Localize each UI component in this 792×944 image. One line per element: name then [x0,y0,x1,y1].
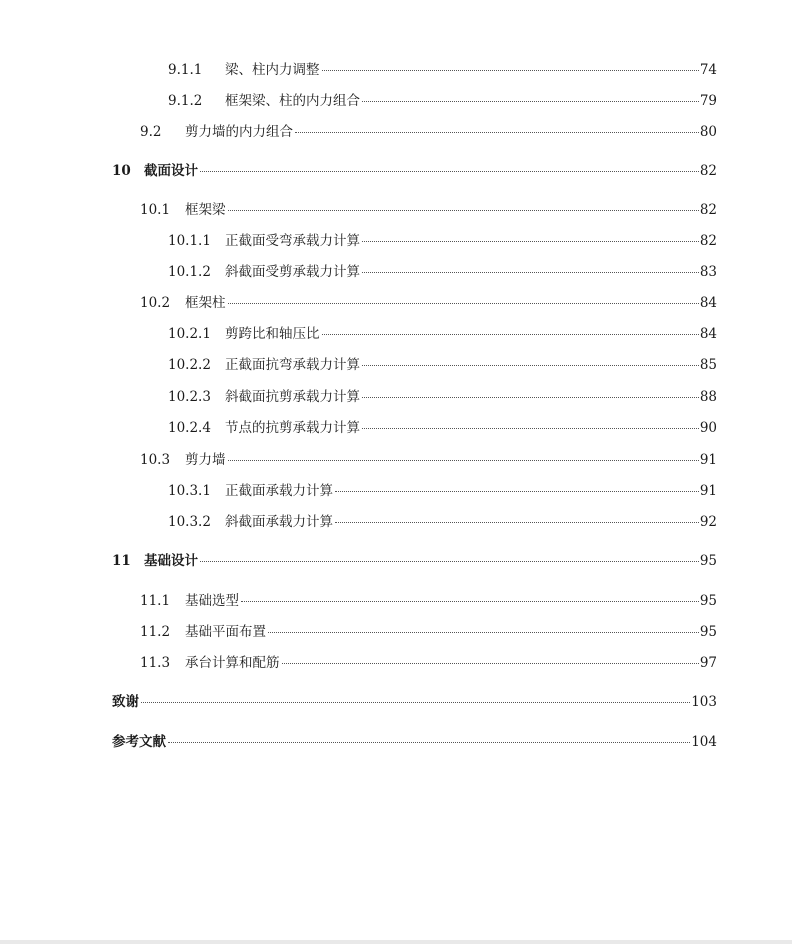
toc-page-number: 95 [699,624,717,640]
toc-entry[interactable] [168,263,717,281]
toc-title: 正截面抗弯承载力计算 [225,357,360,373]
toc-leader-dots [362,365,699,366]
toc-entry[interactable] [168,388,717,406]
toc-page-number: 79 [699,93,717,109]
toc-title: 基础平面布置 [185,624,266,640]
toc-title: 斜截面抗剪承载力计算 [225,389,360,405]
toc-entry[interactable] [168,419,717,437]
toc-leader-dots [241,601,699,602]
toc-number: 11 [112,553,131,569]
toc-entry[interactable] [168,232,717,250]
toc-title: 框架梁 [185,202,226,218]
toc-page-number: 97 [699,655,717,671]
toc-number: 10.3.2 [168,514,211,530]
toc-page-number: 83 [699,264,717,280]
toc-entry[interactable] [168,61,717,79]
toc-leader-dots [362,241,699,242]
toc-number: 11.2 [140,624,171,640]
toc-number: 10.1 [140,202,171,218]
toc-number: 9.2 [140,124,162,140]
toc-page-number: 95 [699,593,717,609]
toc-page-number: 91 [699,452,717,468]
toc-page-number: 74 [699,62,717,78]
toc-number: 10.2.3 [168,389,211,405]
toc-entry[interactable] [140,654,717,672]
toc-leader-dots [228,460,699,461]
toc-title: 框架柱 [185,295,226,311]
toc-page-number: 82 [699,202,717,218]
toc-title: 正截面受弯承载力计算 [225,233,360,249]
toc-page-number: 85 [699,357,717,373]
toc-page-number: 91 [699,483,717,499]
toc-title: 斜截面受剪承载力计算 [225,264,360,280]
toc-number: 10.3 [140,452,171,468]
toc-page-number: 90 [699,420,717,436]
toc-entry[interactable] [140,623,717,641]
toc-title: 承台计算和配筋 [185,655,280,671]
toc-entry[interactable] [112,693,717,711]
toc-title: 梁、柱内力调整 [225,62,320,78]
toc-leader-dots [295,132,699,133]
toc-number: 9.1.1 [168,62,203,78]
toc-entry[interactable] [168,325,717,343]
toc-page-number: 103 [691,694,717,710]
toc-title: 基础选型 [185,593,239,609]
toc-leader-dots [335,491,699,492]
toc-title: 剪跨比和轴压比 [225,326,320,342]
toc-number: 11.3 [140,655,171,671]
toc-leader-dots [335,522,699,523]
toc-leader-dots [200,171,699,172]
toc-entry[interactable] [140,592,717,610]
toc-title: 参考文献 [112,734,166,750]
toc-entry[interactable] [112,733,717,751]
toc-entry[interactable] [140,201,717,219]
toc-page-number: 104 [691,734,717,750]
toc-page-number: 84 [699,326,717,342]
toc-page-number: 84 [699,295,717,311]
toc-number: 10.2.4 [168,420,211,436]
toc-entry[interactable] [112,162,717,180]
toc-number: 9.1.2 [168,93,203,109]
toc-leader-dots [268,632,699,633]
toc-page-number: 95 [699,553,717,569]
toc-leader-dots [168,742,690,743]
toc-title: 剪力墙的内力组合 [185,124,293,140]
toc-leader-dots [141,702,690,703]
toc-title: 斜截面承载力计算 [225,514,333,530]
toc-entry[interactable] [112,552,717,570]
toc-title: 基础设计 [144,553,198,569]
toc-entry[interactable] [168,513,717,531]
toc-page-number: 88 [699,389,717,405]
toc-leader-dots [228,303,699,304]
toc-leader-dots [362,272,699,273]
toc-entry[interactable] [168,92,717,110]
toc-page-number: 82 [699,163,717,179]
toc-page-number: 92 [699,514,717,530]
toc-number: 10.2 [140,295,171,311]
toc-entry[interactable] [168,482,717,500]
toc-number: 10.2.2 [168,357,211,373]
toc-number: 10 [112,163,131,179]
toc-leader-dots [322,70,699,71]
toc-leader-dots [322,334,699,335]
toc-leader-dots [282,663,699,664]
toc-entry[interactable] [168,356,717,374]
toc-page-number: 82 [699,233,717,249]
toc-entry[interactable] [140,294,717,312]
toc-title: 致谢 [112,694,139,710]
toc-leader-dots [362,428,699,429]
toc-title: 正截面承载力计算 [225,483,333,499]
toc-number: 11.1 [140,593,171,609]
toc-number: 10.1.2 [168,264,211,280]
toc-leader-dots [362,397,699,398]
toc-title: 截面设计 [144,163,198,179]
toc-entry[interactable] [140,451,717,469]
toc-leader-dots [200,561,699,562]
toc-title: 框架梁、柱的内力组合 [225,93,360,109]
toc-title: 剪力墙 [185,452,226,468]
page-bottom-edge [0,940,792,944]
toc-title: 节点的抗剪承载力计算 [225,420,360,436]
toc-leader-dots [228,210,699,211]
toc-leader-dots [362,101,699,102]
toc-number: 10.3.1 [168,483,211,499]
toc-number: 10.1.1 [168,233,211,249]
toc-number: 10.2.1 [168,326,211,342]
toc-page-number: 80 [699,124,717,140]
toc-entry[interactable] [140,123,717,141]
